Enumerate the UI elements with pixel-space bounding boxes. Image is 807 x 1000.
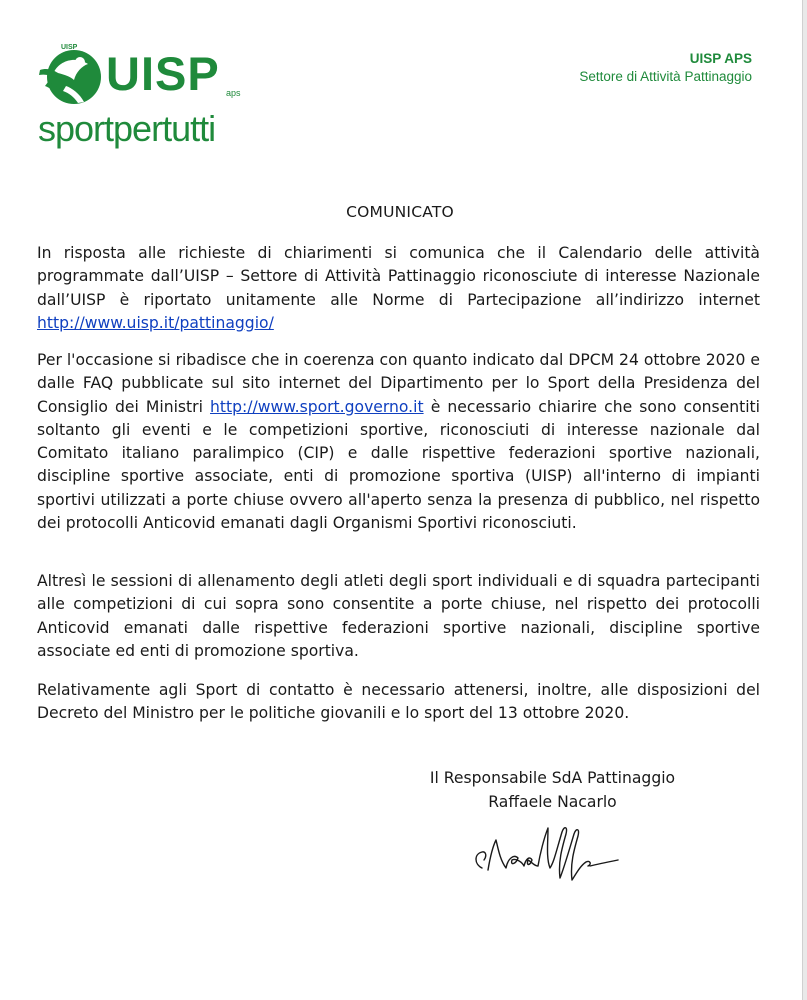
logo-tagline: sportpertutti [38,108,216,149]
uisp-pattinaggio-link[interactable]: http://www.uisp.it/pattinaggio/ [37,313,274,332]
paragraph-4 [37,679,760,726]
org-sector: Settore di Attività Pattinaggio [579,69,752,84]
paragraph-4-text: Relativamente agli Sport di contatto è necessario attenersi, inoltre, alle disposizioni del Decreto del Ministro per le politiche giovanili e lo sport del 13 ottobre 2020. [37,681,760,723]
paragraph-3 [37,570,760,663]
paragraph-1 [37,242,760,335]
signatory-role: Il Responsabile SdA Pattinaggio [429,769,676,787]
paragraph-2 [37,349,760,535]
paragraph-1-text: In risposta alle richieste di chiarimenti si comunica che il Calendario delle attività programmate dall’UISP – Settore di Attività Pattinaggio riconosciute di interesse Nazionale dall’UISP è riportato unitamente alle Norme di Partecipazione all’indirizzo internet [37,244,760,309]
logo-aps: aps [226,88,241,98]
skater-emblem-icon [36,42,108,108]
sport-governo-link[interactable]: http://www.sport.governo.it [210,397,424,416]
paragraph-2-text-after: è necessario chiarire che sono consentiti soltanto gli eventi e le competizioni sportive, riconosciuti di interesse nazionale dal Comitato italiano paralimpico (CIP) e dalle rispettive federazioni sportive nazionali, discipline sportive associate, enti di promozione sportiva (UISP) all'interno di impianti sportivi utilizzati a porte chiuse ovvero all'aperto senza la presenza di pubblico, nel rispetto dei protocolli Anticovid emanati dagli Organismi Sportivi riconosciuti. [37,397,760,533]
signature-block [420,766,685,814]
uisp-logo [36,40,256,155]
header-org-block [579,50,752,86]
logo-small-text: UISP [61,44,78,51]
logo-wordmark: UISP [106,47,220,100]
document-title: COMUNICATO [346,203,454,221]
paragraph-3-text: Altresì le sessioni di allenamento degli atleti degli sport individuali e di squadra partecipanti alle competizioni di cui sopra sono consentite a porte chiuse, nel rispetto dei protocolli Anticovid emanati dalle rispettive federazioni sportive nazionali, discipline sportive associate ed enti di promozione sportiva. [37,572,760,660]
signatory-name: Raffaele Nacarlo [488,793,617,811]
org-name: UISP APS [689,51,752,66]
handwritten-signature [468,818,638,888]
paragraph-2-text-before: Per l'occasione si ribadisce che in coerenza con quanto indicato dal DPCM 24 ottobre 2020 e dalle FAQ pubblicate sul sito internet del Dipartimento per lo Sport della Presidenza del Consiglio dei Ministri [37,351,760,416]
page-edge [802,0,807,1000]
